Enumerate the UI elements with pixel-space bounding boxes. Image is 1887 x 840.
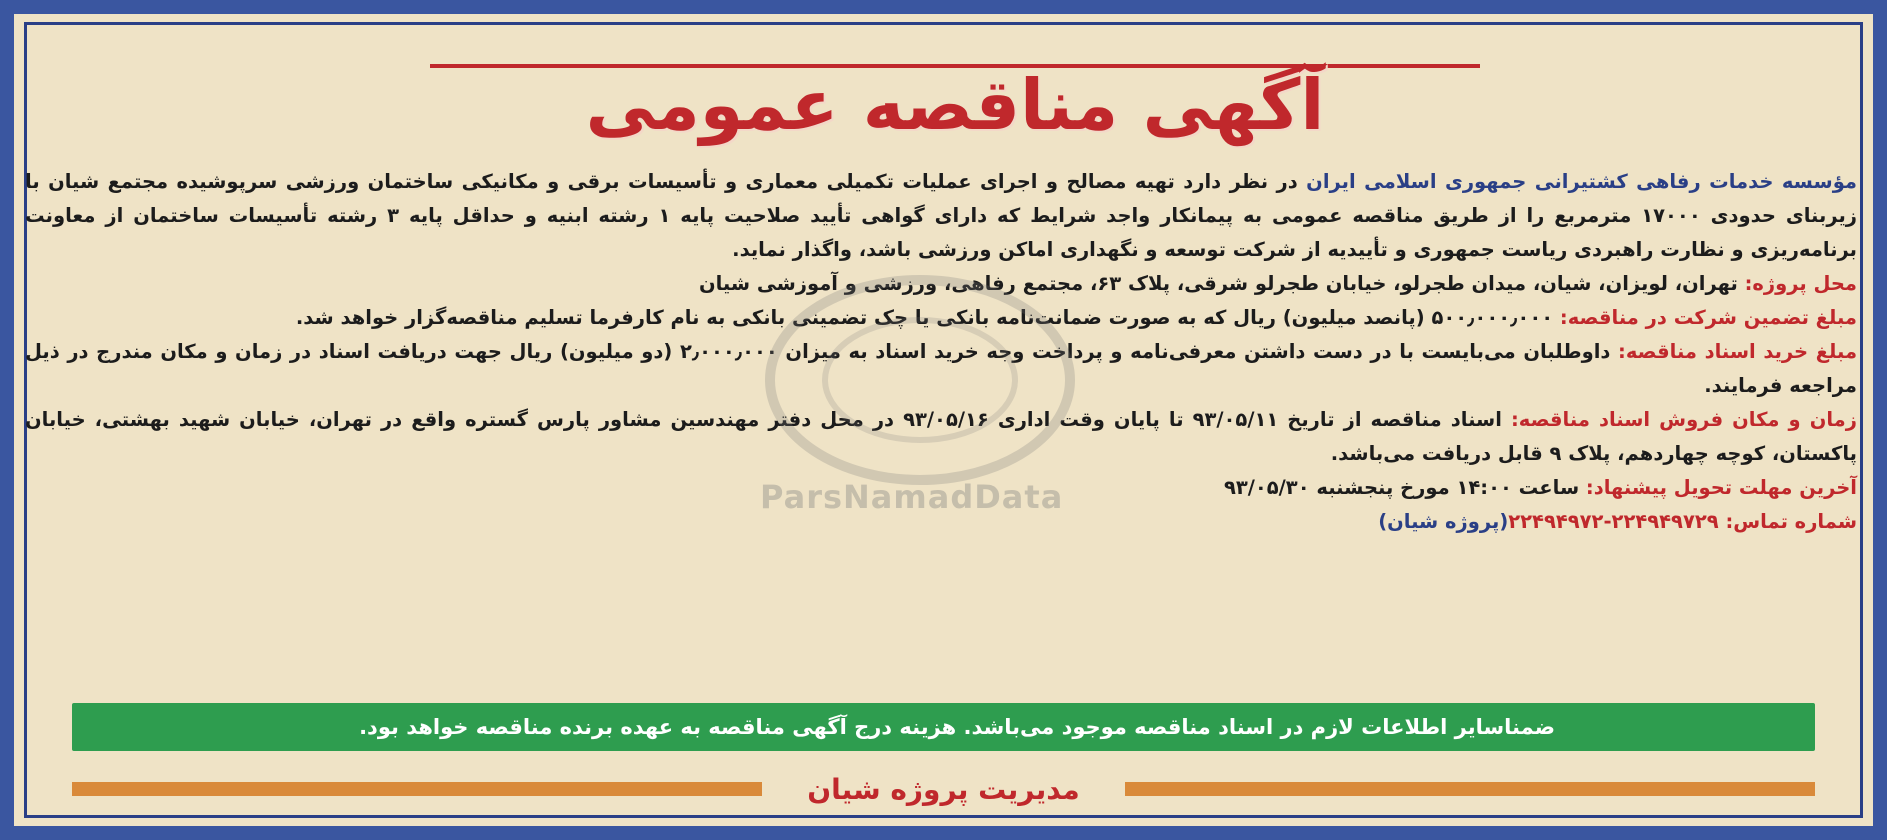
docs-sale-label: زمان و مکان فروش اسناد مناقصه:	[1510, 408, 1857, 431]
docs-sale-value: اسناد مناقصه از تاریخ ۹۳/۰۵/۱۱ تا پایان وقت اداری ۹۳/۰۵/۱۶ در محل دفتر مهندسین مشاور پارس گستره واقع در تهران، خیابان شهید بهشتی، خیابان پاکستان، کوچه چهاردهم، پلاک ۹ قابل دریافت می‌باشد.	[25, 408, 1857, 465]
docs-price-label: مبلغ خرید اسناد مناقصه:	[1618, 340, 1858, 363]
contact-project: (پروژه شیان)	[1378, 510, 1509, 533]
location-label: محل پروژه:	[1744, 272, 1857, 295]
contact-label: شماره تماس:	[1725, 510, 1857, 533]
deadline-value: ساعت ۱۴:۰۰ مورخ پنجشنبه ۹۳/۰۵/۳۰	[1223, 476, 1586, 499]
intro-paragraph	[25, 165, 1857, 267]
signature-block	[72, 768, 1815, 812]
docs-price-value: داوطلبان می‌بایست با در دست داشتن معرفی‌نامه و پرداخت وجه خرید اسناد به میزان ۲٫۰۰۰٫۰۰۰ (دو میلیون) ریال جهت دریافت اسناد در زمان و مکان مندرج در ذیل مراجعه فرمایند.	[25, 340, 1857, 397]
location-paragraph	[25, 267, 1857, 301]
signature-bar-left	[72, 782, 762, 796]
contact-phone: ۲۲۴۹۴۹۷۲۹-۲۲۴۹۴۹۷۲	[1508, 510, 1726, 533]
ad-title: آگهی مناقصه عمومی	[585, 64, 1325, 146]
guarantee-paragraph	[25, 301, 1857, 335]
footer-note: ضمناسایر اطلاعات لازم در اسناد مناقصه موجود می‌باشد. هزینه درج آگهی مناقصه به عهده برنده مناقصه خواهد بود.	[359, 715, 1555, 739]
title-block	[430, 40, 1480, 150]
guarantee-value: ۵۰۰٫۰۰۰٫۰۰۰ (پانصد میلیون) ریال که به صورت ضمانت‌نامه بانکی یا چک تضمینی بانکی به نام کارفرما تسلیم مناقصه‌گزار خواهد شد.	[295, 306, 1560, 329]
location-value: تهران، لویزان، شیان، میدان طجرلو، خیابان طجرلو شرقی، پلاک ۶۳، مجتمع رفاهی، ورزشی و آموزشی شیان	[698, 272, 1745, 295]
organization-name: مؤسسه خدمات رفاهی کشتیرانی جمهوری اسلامی ایران	[1306, 170, 1857, 193]
guarantee-label: مبلغ تضمین شرکت در مناقصه:	[1559, 306, 1857, 329]
signature-text: مدیریت پروژه شیان	[807, 773, 1080, 806]
watermark-text: ParsNamadData	[760, 478, 1064, 516]
docs-sale-paragraph	[25, 403, 1857, 471]
deadline-label: آخرین مهلت تحویل پیشنهاد:	[1585, 476, 1857, 499]
intro-text: در نظر دارد تهیه مصالح و اجرای عملیات تکمیلی معماری و تأسیسات برقی و مکانیکی ساختمان ورزشی سرپوشیده مجتمع شیان با زیربنای حدودی ۱۷۰۰۰ مترمربع را از طریق مناقصه عمومی به پیمانکار واجد شرایط که دارای گواهی تأیید صلاحیت پایه ۱ رشته ابنیه و حداقل پایه ۳ رشته تأسیسات ساختمان از معاونت برنامه‌ریزی و نظارت راهبردی ریاست جمهوری و تأییدیه از شرکت توسعه و نگهداری اماکن ورزشی باشد، واگذار نماید.	[25, 170, 1857, 261]
docs-price-paragraph	[25, 335, 1857, 403]
footer-note-bar	[72, 703, 1815, 751]
signature-bar-right	[1125, 782, 1815, 796]
